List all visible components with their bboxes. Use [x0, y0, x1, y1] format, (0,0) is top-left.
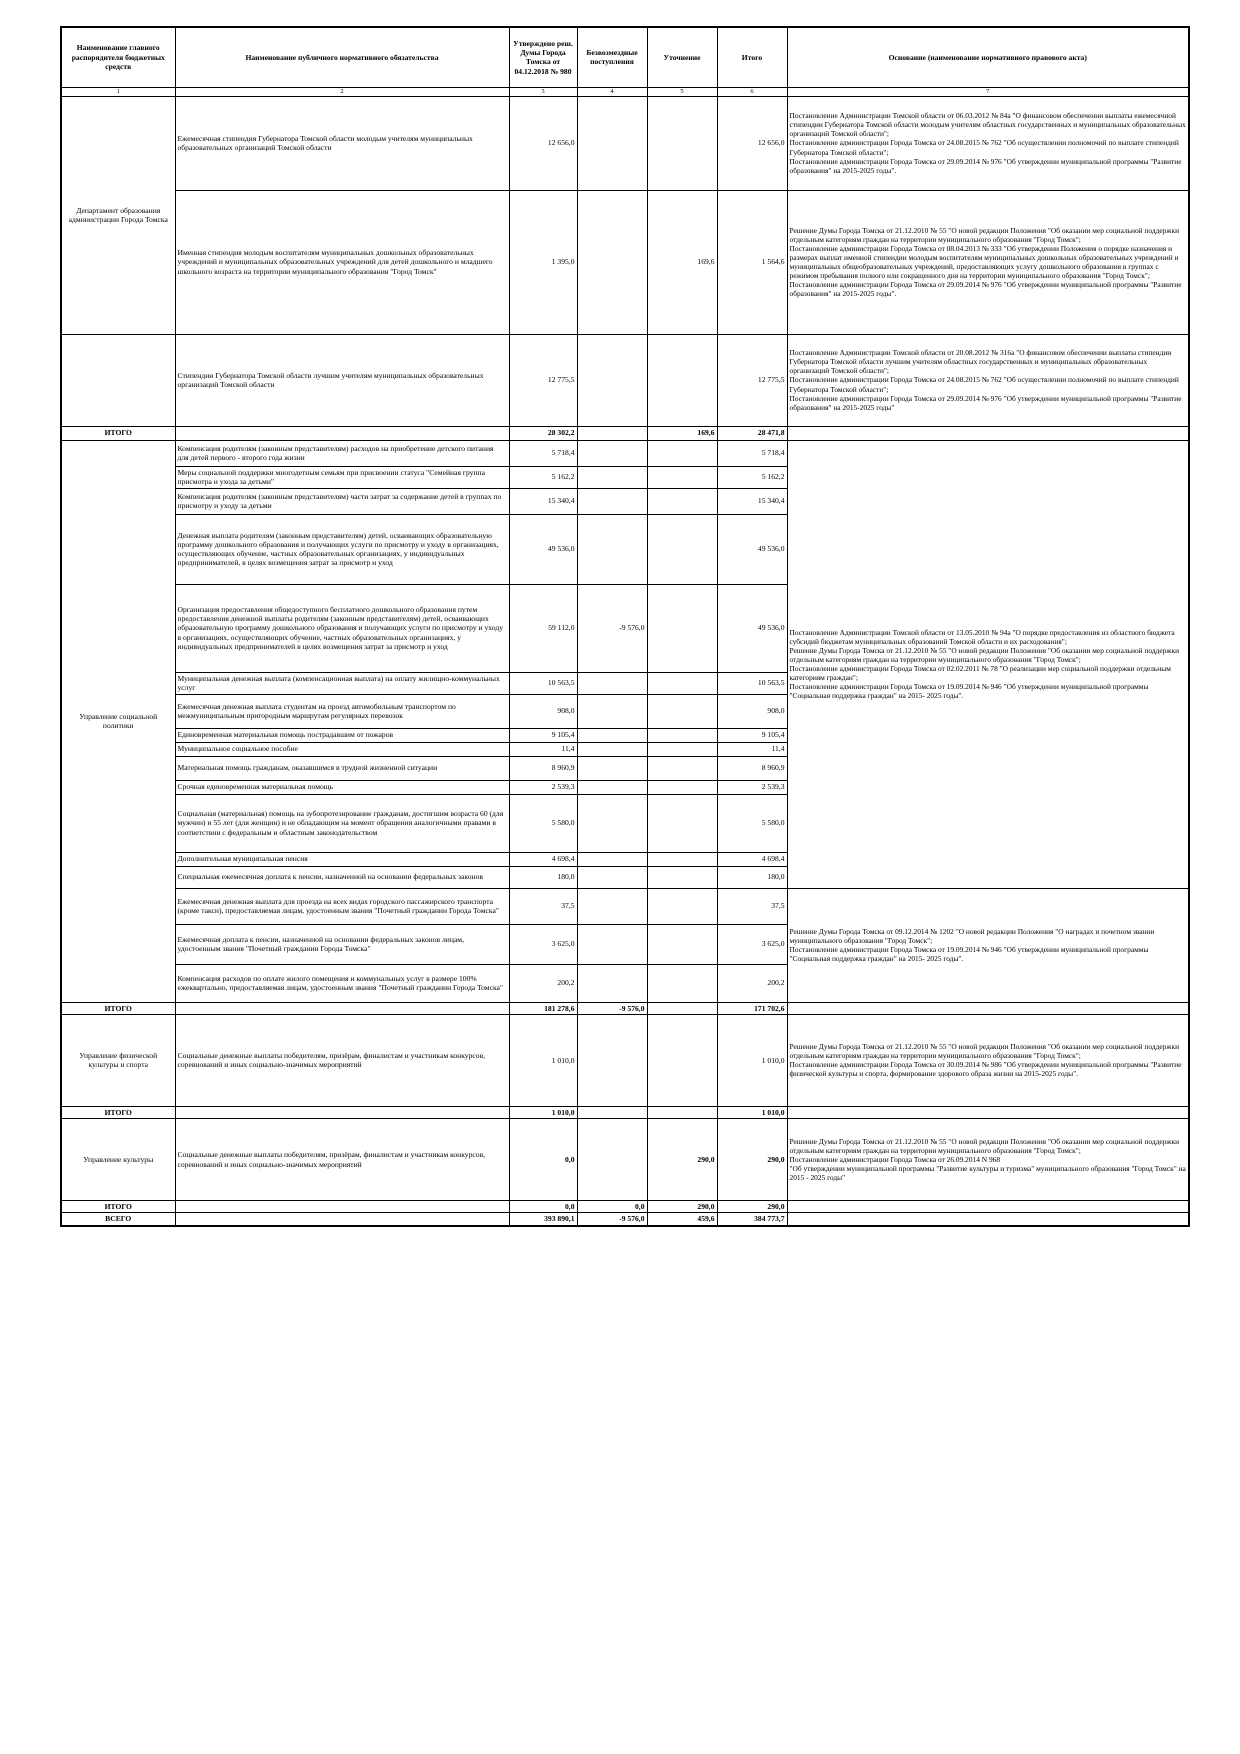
obligation-name: Компенсация расходов по оплате жилого помещения и коммунальных услуг в размере 100% ежеквартально, предоставляемая лицам, удостоенным звания "Почетный гражданин Города Томска": [175, 964, 509, 1002]
total-value: 5 580,0: [717, 794, 787, 852]
table-row: [61, 1119, 1189, 1201]
total-name-empty: [175, 1002, 509, 1014]
obligation-name: Стипендии Губернатора Томской области лучшим учителям муниципальных образовательных организаций Томской области: [175, 334, 509, 426]
obligation-name: Ежемесячная стипендия Губернатора Томской области молодым учителям муниципальных образовательных организаций Томской области: [175, 96, 509, 190]
approved-value: 28 302,2: [509, 426, 577, 440]
total-value: 384 773,7: [717, 1213, 787, 1226]
basis-text: Решение Думы Города Томска от 09.12.2014 № 1202 "О новой редакции Положения "О наградах и почетном звании муниципального образования "Город Томск"; Постановление администрации Города Томска от 19.09.2014 № 946 "Об утверждении муниципальной программы "Социальная поддержка граждан" на 2015- 2025 годы".: [787, 888, 1189, 1002]
obligation-name: Муниципальная денежная выплата (компенсационная выплата) на оплату жилищно-коммунальных услуг: [175, 672, 509, 694]
total-value: 290,0: [717, 1201, 787, 1213]
total-label: ИТОГО: [61, 1106, 175, 1118]
total-value: 290,0: [717, 1119, 787, 1201]
free-receipts-value: [577, 190, 647, 334]
approved-value: 0,0: [509, 1201, 577, 1213]
change-value: [647, 964, 717, 1002]
free-receipts-value: [577, 672, 647, 694]
change-value: [647, 488, 717, 514]
obligation-name: Компенсация родителям (законным представителям) расходов на приобретение детского питания для детей первого - второго года жизни: [175, 440, 509, 466]
basis-text: Решение Думы Города Томска от 21.12.2010 № 55 "О новой редакции Положения "Об оказании мер социальной поддержки отдельным категориям граждан на территории муниципального образования "Город Томск"; Постановление администрации Города Томска от 08.04.2013 № 333 "Об утверждении Положения о порядке назначения и размерах выплат именной стипендии молодым воспитателям муниципальных дошкольных образовательных учреждений и муниципальных общеобразовательных учреждений, предоставляющих услугу дошкольного образования в группах с режимом пребывания полного или сокращенного дня на территории муниципального образования "Город Томск"; Постановление администрации Города Томска от 29.09.2014 № 976 "Об утверждении муниципальной программы "Развитие образования" на 2015-2025 годы".: [787, 190, 1189, 334]
section-total-row: [61, 1201, 1189, 1213]
obligation-name: Социальная (материальная) помощь на зубопротезирование гражданам, достигшим возраста 60 (для мужчин) и 55 лет (для женщин) и не обладающим на момент обращения аналогичными правами в соответствии с федеральным и областным законодательством: [175, 794, 509, 852]
table-row: [61, 334, 1189, 426]
approved-value: 181 278,6: [509, 1002, 577, 1014]
approved-value: 1 010,0: [509, 1106, 577, 1118]
total-value: 49 536,0: [717, 514, 787, 584]
total-name-empty: [175, 1213, 509, 1226]
total-value: 3 625,0: [717, 924, 787, 964]
free-receipts-value: 0,0: [577, 1201, 647, 1213]
header-row: [61, 27, 1189, 87]
header-approved: Утверждено реш. Думы Города Томска от 04.12.2018 № 980: [509, 27, 577, 87]
approved-value: 10 563,5: [509, 672, 577, 694]
approved-value: 5 580,0: [509, 794, 577, 852]
change-value: [647, 794, 717, 852]
change-value: 169,6: [647, 190, 717, 334]
grbs-name: Управление социальной политики: [61, 440, 175, 1002]
basis-text: Постановление Администрации Томской области от 13.05.2010 № 94а "О порядке предоставления из областного бюджета субсидий бюджетам муниципальных образований Томской области и их расходования"; Решение Думы Города Томска от 21.12.2010 № 55 "О новой редакции Положения "Об оказании мер социальной поддержки отдельным категориям граждан на территории муниципального образования "Город Томск"; Постановление администрации Города Томска от 02.02.2011 № 78 "О реализации мер социальной поддержки отдельным категориям граждан"; Постановление администрации Города Томска от 19.09.2014 № 946 "Об утверждении муниципальной программы "Социальная поддержка граждан" на 2015- 2025 годы".: [787, 440, 1189, 888]
change-value: 290,0: [647, 1201, 717, 1213]
free-receipts-value: [577, 742, 647, 756]
approved-value: 200,2: [509, 964, 577, 1002]
total-value: 28 471,8: [717, 426, 787, 440]
total-value: 1 010,0: [717, 1014, 787, 1106]
approved-value: 1 395,0: [509, 190, 577, 334]
change-value: [647, 756, 717, 780]
grbs-name: Управление культуры: [61, 1119, 175, 1201]
total-label: ИТОГО: [61, 1201, 175, 1213]
approved-value: 12 656,0: [509, 96, 577, 190]
basis-text: Постановление Администрации Томской области от 06.03.2012 № 84а "О финансовом обеспечении выплаты ежемесячной стипендии Губернатора Томской области молодым учителям областных государственных и муниципальных образовательных организаций Томской области"; Постановление администрации Города Томска от 24.08.2015 № 762 "Об осуществлении полномочий по выплате стипендий Губернатора Томской области"; Постановление администрации Города Томска от 29.09.2014 № 976 "Об утверждении муниципальной программы "Развитие образования" на 2015-2025 годы".: [787, 96, 1189, 190]
free-receipts-value: [577, 780, 647, 794]
grbs-name: Управление физической культуры и спорта: [61, 1014, 175, 1106]
obligation-name: Социальные денежные выплаты победителям, призёрам, финалистам и участникам конкурсов, соревнований и иных социально-значимых мероприятий: [175, 1014, 509, 1106]
total-value: 8 960,9: [717, 756, 787, 780]
change-value: [647, 866, 717, 888]
column-number: 7: [787, 87, 1189, 96]
free-receipts-value: [577, 794, 647, 852]
change-value: [647, 694, 717, 728]
free-receipts-value: [577, 1014, 647, 1106]
column-numbers-row: [61, 87, 1189, 96]
approved-value: 5 718,4: [509, 440, 577, 466]
obligation-name: Материальная помощь гражданам, оказавшимся в трудной жизненной ситуации: [175, 756, 509, 780]
free-receipts-value: [577, 964, 647, 1002]
change-value: 290,0: [647, 1119, 717, 1201]
header-total: Итого: [717, 27, 787, 87]
total-basis-empty: [787, 1002, 1189, 1014]
obligation-name: Именная стипендия молодым воспитателям муниципальных дошкольных образовательных учреждений и муниципальных образовательных учреждений для детей дошкольного и младшего школьного возраста на территории муниципального образования "Город Томск": [175, 190, 509, 334]
obligation-name: Единовременная материальная помощь пострадавшим от пожаров: [175, 728, 509, 742]
free-receipts-value: -9 576,0: [577, 1213, 647, 1226]
approved-value: 4 698,4: [509, 852, 577, 866]
total-value: 12 656,0: [717, 96, 787, 190]
approved-value: 180,0: [509, 866, 577, 888]
approved-value: 49 536,0: [509, 514, 577, 584]
approved-value: 12 775,5: [509, 334, 577, 426]
change-value: [647, 440, 717, 466]
change-value: [647, 672, 717, 694]
free-receipts-value: [577, 488, 647, 514]
obligation-name: Денежная выплата родителям (законным представителям) детей, осваивающих образовательную программу дошкольного образования и получающих услуги по присмотру и уходу в организациях, осуществляющих обучение, частных образовательных организациях, у индивидуальных предпринимателей, в целях возмещения затрат за присмотр и уход: [175, 514, 509, 584]
free-receipts-value: [577, 334, 647, 426]
change-value: [647, 780, 717, 794]
total-name-empty: [175, 426, 509, 440]
change-value: [647, 728, 717, 742]
change-value: [647, 888, 717, 924]
column-number: 4: [577, 87, 647, 96]
obligation-name: Срочная единовременная материальная помощь: [175, 780, 509, 794]
free-receipts-value: [577, 852, 647, 866]
total-value: 171 702,6: [717, 1002, 787, 1014]
free-receipts-value: [577, 466, 647, 488]
total-value: 10 563,5: [717, 672, 787, 694]
table-body: [61, 96, 1189, 1226]
approved-value: 3 625,0: [509, 924, 577, 964]
approved-value: 0,0: [509, 1119, 577, 1201]
column-number: 3: [509, 87, 577, 96]
change-value: 169,6: [647, 426, 717, 440]
basis-text: Решение Думы Города Томска от 21.12.2010 № 55 "О новой редакции Положения "Об оказании мер социальной поддержки отдельным категориям граждан на территории муниципального образования "Город Томск"; Постановление администрации Города Томска от 30.09.2014 № 986 "Об утверждении муниципальной программы "Развитие физической культуры и спорта, формирование здорового образа жизни на 2015-2025 годы".: [787, 1014, 1189, 1106]
header-obligation: Наименование публичного нормативного обязательства: [175, 27, 509, 87]
approved-value: 2 539,3: [509, 780, 577, 794]
section-total-row: [61, 1002, 1189, 1014]
obligation-name: Ежемесячная денежная выплата студентам на проезд автомобильным транспортом по межмуниципальным пригородным маршрутам регулярных перевозок: [175, 694, 509, 728]
total-value: 15 340,4: [717, 488, 787, 514]
approved-value: 908,0: [509, 694, 577, 728]
table-row: [61, 190, 1189, 334]
section-total-row: [61, 426, 1189, 440]
approved-value: 1 010,0: [509, 1014, 577, 1106]
total-basis-empty: [787, 1106, 1189, 1118]
obligation-name: Муниципальное социальное пособие: [175, 742, 509, 756]
obligation-name: Специальная ежемесячная доплата к пенсии, назначенной на основании федеральных законов: [175, 866, 509, 888]
change-value: [647, 924, 717, 964]
approved-value: 8 960,9: [509, 756, 577, 780]
change-value: [647, 742, 717, 756]
total-value: 5 162,2: [717, 466, 787, 488]
total-value: 11,4: [717, 742, 787, 756]
change-value: 459,6: [647, 1213, 717, 1226]
approved-value: 15 340,4: [509, 488, 577, 514]
total-value: 1 010,0: [717, 1106, 787, 1118]
grbs-name-empty: [61, 334, 175, 426]
approved-value: 393 890,1: [509, 1213, 577, 1226]
header-change: Уточнение: [647, 27, 717, 87]
free-receipts-value: [577, 96, 647, 190]
total-value: 4 698,4: [717, 852, 787, 866]
grbs-name: Департамент образования администрации Города Томска: [61, 96, 175, 334]
obligation-name: Ежемесячная доплата к пенсии, назначенной на основании федеральных законов лицам, удостоенным звания "Почетный гражданин Города Томска": [175, 924, 509, 964]
table-row: [61, 96, 1189, 190]
table-row: [61, 888, 1189, 924]
table-row: [61, 1014, 1189, 1106]
change-value: [647, 1106, 717, 1118]
change-value: [647, 514, 717, 584]
free-receipts-value: [577, 756, 647, 780]
total-value: 200,2: [717, 964, 787, 1002]
free-receipts-value: -9 576,0: [577, 1002, 647, 1014]
free-receipts-value: [577, 924, 647, 964]
header-grbs: Наименование главного распорядителя бюджетных средств: [61, 27, 175, 87]
total-value: 908,0: [717, 694, 787, 728]
free-receipts-value: [577, 866, 647, 888]
column-number: 1: [61, 87, 175, 96]
total-basis-empty: [787, 1213, 1189, 1226]
total-value: 12 775,5: [717, 334, 787, 426]
total-value: 9 105,4: [717, 728, 787, 742]
column-number: 6: [717, 87, 787, 96]
total-label: ИТОГО: [61, 1002, 175, 1014]
npo-table: [60, 26, 1190, 1227]
approved-value: 59 112,0: [509, 584, 577, 672]
change-value: [647, 1002, 717, 1014]
free-receipts-value: [577, 728, 647, 742]
basis-text: Решение Думы Города Томска от 21.12.2010 № 55 "О новой редакции Положения "Об оказании мер социальной поддержки отдельным категориям граждан на территории муниципального образования "Город Томск"; Постановление администрации Города Томска от 26.09.2014 N 968 "Об утверждении муниципальной программы "Развитие культуры и туризма" муниципального образования "Город Томск" на 2015 - 2025 годы": [787, 1119, 1189, 1201]
total-value: 1 564,6: [717, 190, 787, 334]
free-receipts-value: -9 576,0: [577, 584, 647, 672]
total-name-empty: [175, 1106, 509, 1118]
approved-value: 9 105,4: [509, 728, 577, 742]
section-total-row: [61, 1106, 1189, 1118]
total-basis-empty: [787, 1201, 1189, 1213]
free-receipts-value: [577, 426, 647, 440]
free-receipts-value: [577, 440, 647, 466]
free-receipts-value: [577, 1106, 647, 1118]
total-value: 37,5: [717, 888, 787, 924]
change-value: [647, 852, 717, 866]
total-value: 49 536,0: [717, 584, 787, 672]
obligation-name: Социальные денежные выплаты победителям, призёрам, финалистам и участникам конкурсов, соревнований и иных социально-значимых мероприятий: [175, 1119, 509, 1201]
obligation-name: Компенсация родителям (законным представителям) части затрат за содержание детей в группах по присмотру и уходу за детьми: [175, 488, 509, 514]
obligation-name: Организация предоставления общедоступного бесплатного дошкольного образования путем предоставления денежной выплаты родителям (законным представителям) детей, осваивающих образовательную программу дошкольного образования и получающих услуги по присмотру и уходу в организациях, осуществляющих обучение, частных образовательных организациях, у индивидуальных предпринимателей в целях возмещения затрат за присмотр и уход: [175, 584, 509, 672]
obligation-name: Меры социальной поддержки многодетным семьям при присвоении статуса "Семейная группа присмотра и ухода за детьми": [175, 466, 509, 488]
free-receipts-value: [577, 514, 647, 584]
total-basis-empty: [787, 426, 1189, 440]
total-value: 180,0: [717, 866, 787, 888]
change-value: [647, 466, 717, 488]
change-value: [647, 334, 717, 426]
change-value: [647, 96, 717, 190]
obligation-name: Дополнительная муниципальная пенсия: [175, 852, 509, 866]
approved-value: 11,4: [509, 742, 577, 756]
table-row: [61, 440, 1189, 466]
header-basis: Основание (наименование нормативного правового акта): [787, 27, 1189, 87]
approved-value: 5 162,2: [509, 466, 577, 488]
total-value: 2 539,3: [717, 780, 787, 794]
grand-total-row: [61, 1213, 1189, 1226]
free-receipts-value: [577, 694, 647, 728]
change-value: [647, 584, 717, 672]
total-label: ВСЕГО: [61, 1213, 175, 1226]
free-receipts-value: [577, 888, 647, 924]
change-value: [647, 1014, 717, 1106]
total-label: ИТОГО: [61, 426, 175, 440]
approved-value: 37,5: [509, 888, 577, 924]
total-name-empty: [175, 1201, 509, 1213]
basis-text: Постановление Администрации Томской области от 20.08.2012 № 316а "О финансовом обеспечении выплаты стипендии Губернатора Томской области лучшим учителям областных государственных и муниципальных образовательных организаций Томской области"; Постановление администрации Города Томска от 24.08.2015 № 762 "Об осуществлении полномочий по выплате стипендий Губернатора Томской области"; Постановление администрации Города Томска от 29.09.2014 № 976 "Об утверждении муниципальной программы "Развитие образования" на 2015-2025 годы": [787, 334, 1189, 426]
total-value: 5 718,4: [717, 440, 787, 466]
obligation-name: Ежемесячная денежная выплата для проезда на всех видах городского пассажирского транспорта (кроме такси), предоставляемая лицам, удостоенным звания "Почетный гражданин Города Томска": [175, 888, 509, 924]
column-number: 5: [647, 87, 717, 96]
free-receipts-value: [577, 1119, 647, 1201]
column-number: 2: [175, 87, 509, 96]
header-free-receipts: Безвозмездные поступления: [577, 27, 647, 87]
